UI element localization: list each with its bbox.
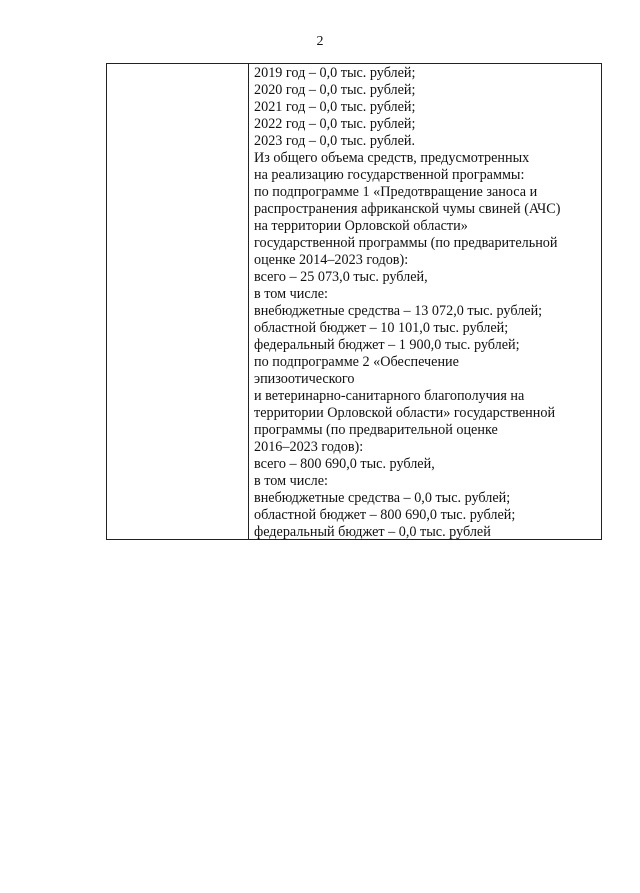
text-line: на территории Орловской области» xyxy=(254,218,468,234)
text-line: Из общего объема средств, предусмотренных xyxy=(254,150,530,166)
text-line: внебюджетные средства – 0,0 тыс. рублей; xyxy=(254,490,511,506)
text-line: программы (по предварительной оценке xyxy=(254,422,498,438)
text-line: в том числе: xyxy=(254,473,328,489)
text-line: государственной программы (по предварительной xyxy=(254,235,558,251)
text-line: территории Орловской области» государственной xyxy=(254,405,556,421)
funding-table xyxy=(106,63,602,540)
text-line: в том числе: xyxy=(254,286,328,302)
text-line: областной бюджет – 800 690,0 тыс. рублей; xyxy=(254,507,516,523)
text-line: федеральный бюджет – 0,0 тыс. рублей xyxy=(254,524,491,539)
table-content-cell xyxy=(249,64,601,539)
text-line: и ветеринарно-санитарного благополучия на xyxy=(254,388,525,404)
text-line: 2023 год – 0,0 тыс. рублей. xyxy=(254,133,416,149)
text-line: оценке 2014–2023 годов): xyxy=(254,252,409,268)
text-line: эпизоотического xyxy=(254,371,355,387)
text-line: внебюджетные средства – 13 072,0 тыс. рублей; xyxy=(254,303,543,319)
text-line: всего – 800 690,0 тыс. рублей, xyxy=(254,456,435,472)
text-line: 2019 год – 0,0 тыс. рублей; xyxy=(254,65,416,81)
text-line: по подпрограмме 1 «Предотвращение заноса и xyxy=(254,184,538,200)
text-line: 2021 год – 0,0 тыс. рублей; xyxy=(254,99,416,115)
text-line: областной бюджет – 10 101,0 тыс. рублей; xyxy=(254,320,509,336)
text-line: 2016–2023 годов): xyxy=(254,439,364,455)
page-number: 2 xyxy=(316,34,324,49)
text-line: 2022 год – 0,0 тыс. рублей; xyxy=(254,116,416,132)
text-line: 2020 год – 0,0 тыс. рублей; xyxy=(254,82,416,98)
table-label-cell xyxy=(107,64,249,539)
text-line: на реализацию государственной программы: xyxy=(254,167,525,183)
text-line: распространения африканской чумы свиней (АЧС) xyxy=(254,201,561,217)
text-line: всего – 25 073,0 тыс. рублей, xyxy=(254,269,428,285)
text-line: федеральный бюджет – 1 900,0 тыс. рублей; xyxy=(254,337,520,353)
text-line: по подпрограмме 2 «Обеспечение xyxy=(254,354,459,370)
